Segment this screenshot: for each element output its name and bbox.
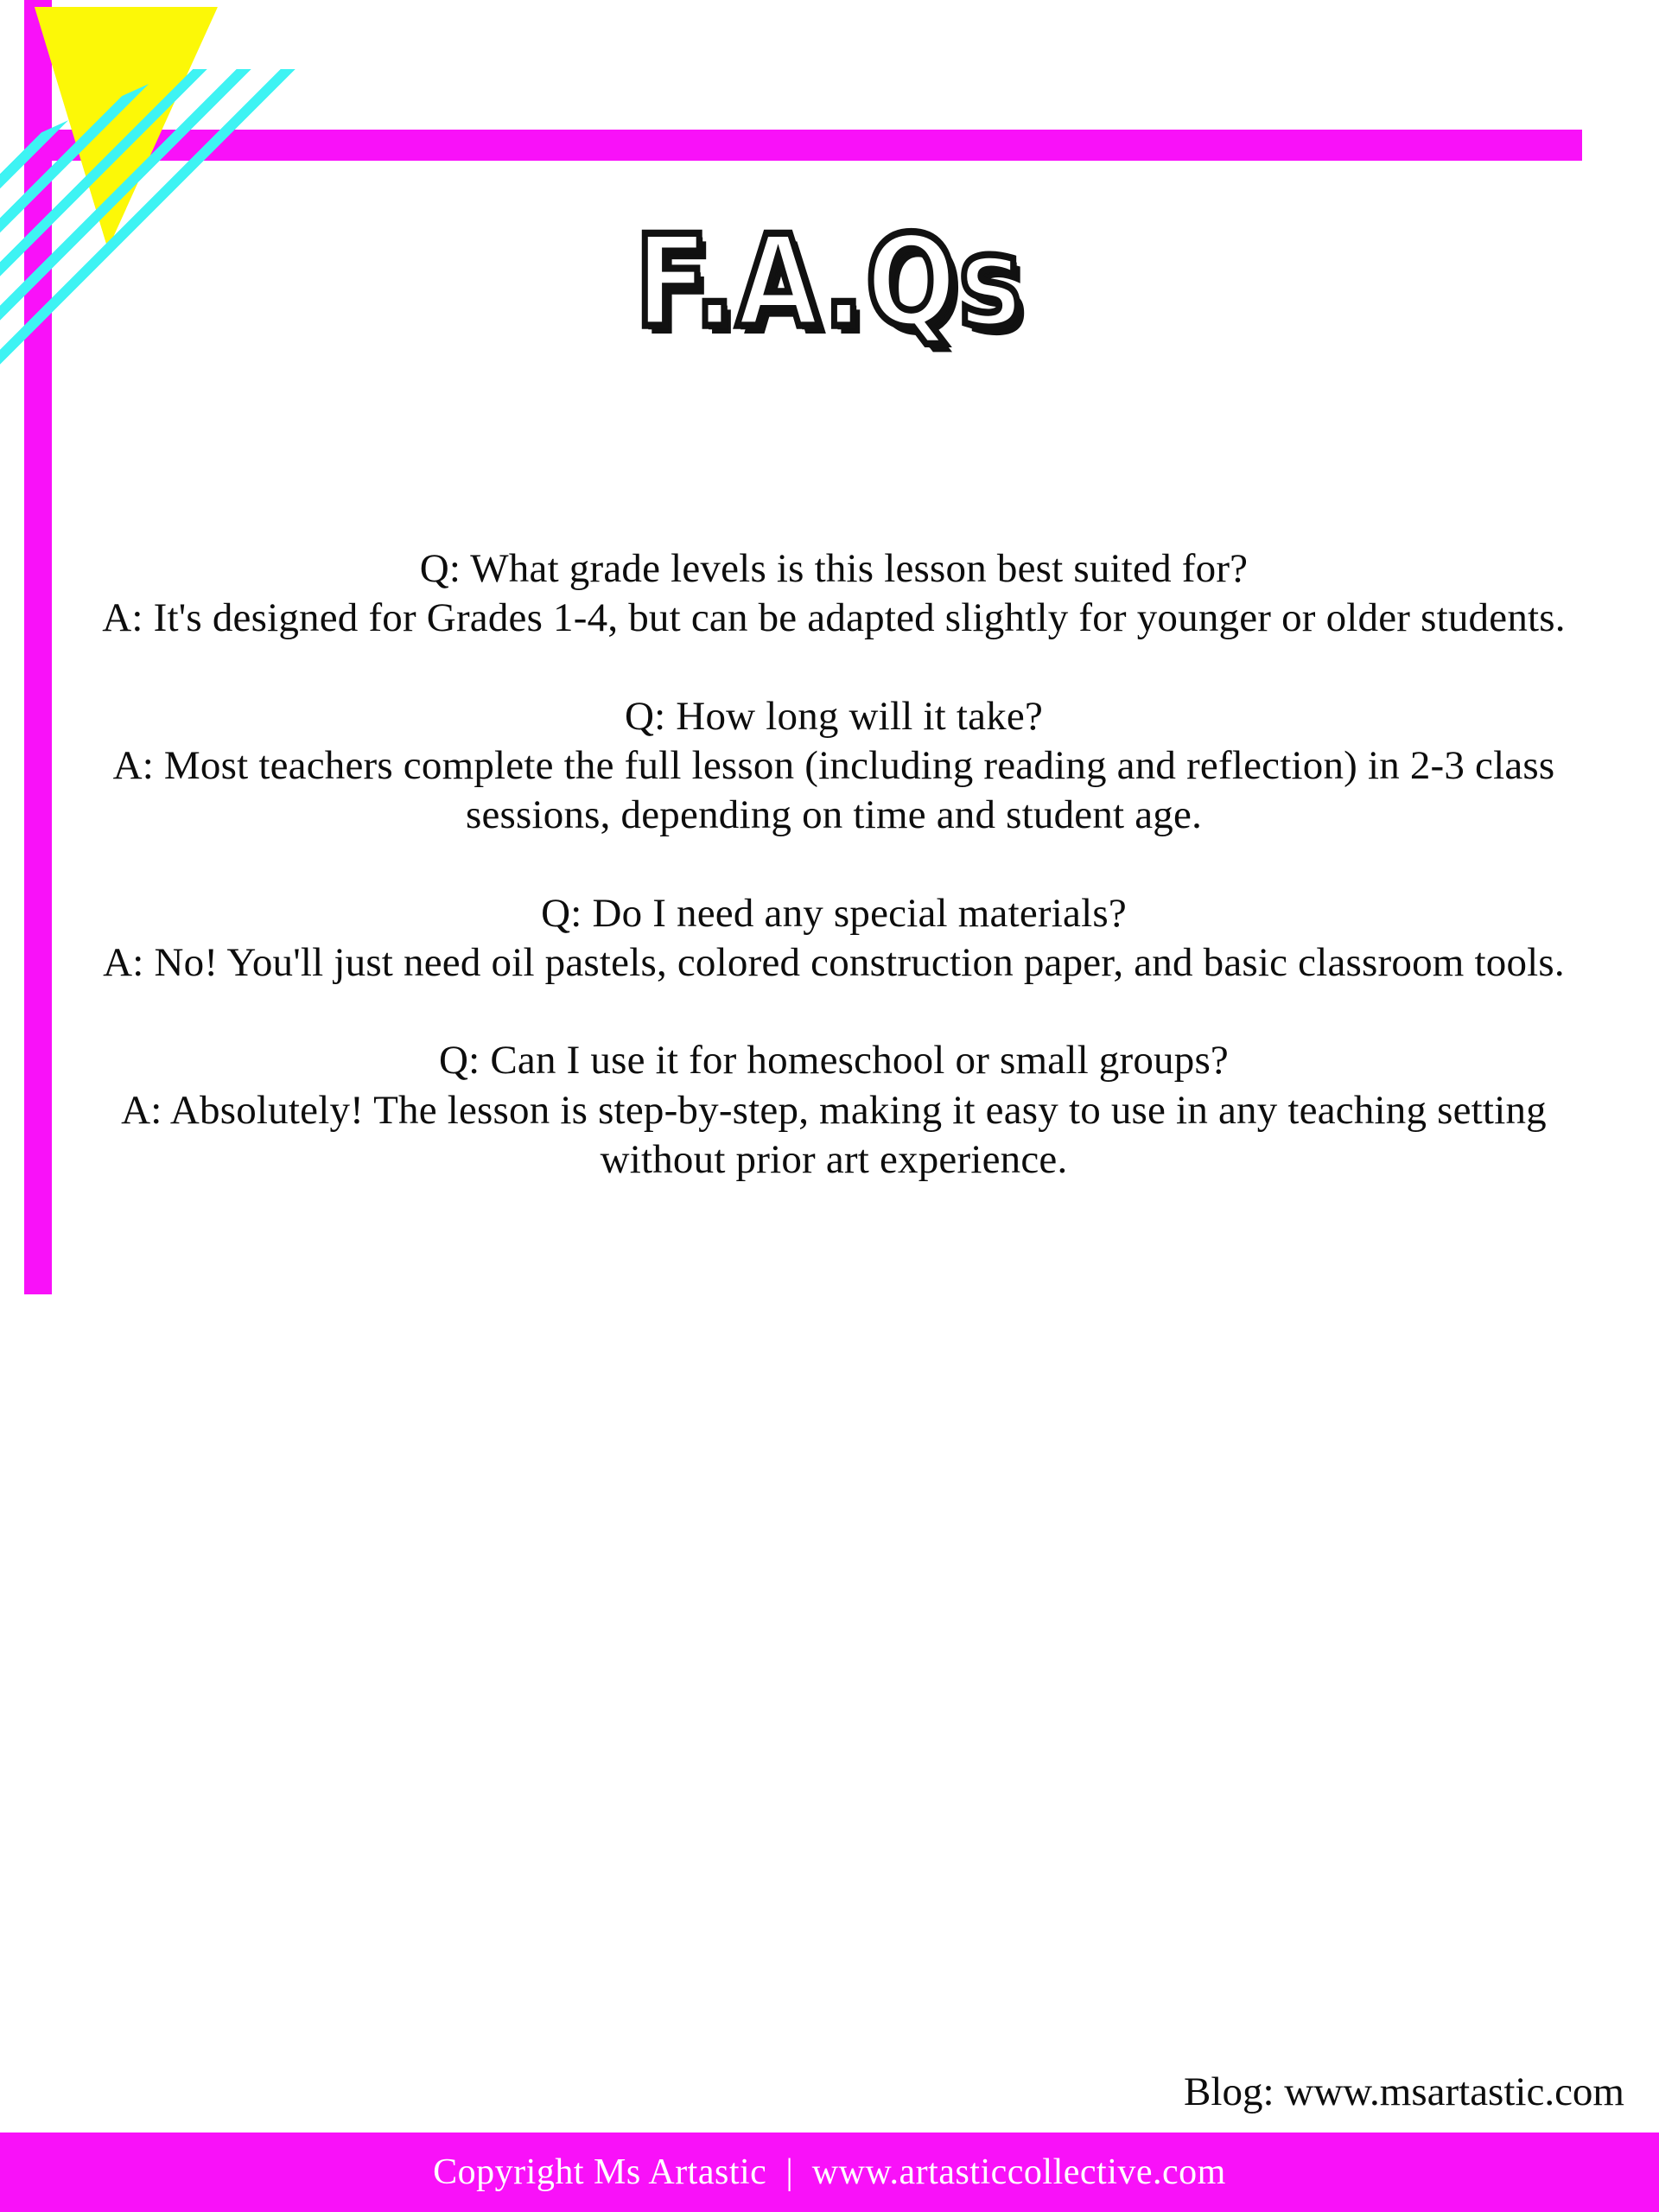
blog-url-text: Blog: www.msartastic.com xyxy=(1184,2069,1624,2114)
page-title: F.A.Qs xyxy=(634,209,1025,356)
faq-question: Q: How long will it take? xyxy=(624,693,1044,739)
footer-bar xyxy=(0,2133,1659,2212)
faq-question: Q: Do I need any special materials? xyxy=(541,890,1127,936)
footer-website: www.artasticcollective.com xyxy=(811,2152,1226,2192)
faq-answer: A: No! You'll just need oil pastels, colored construction paper, and basic classroom tools. xyxy=(103,939,1565,985)
faq-item xyxy=(99,1036,1568,1185)
yellow-triangle-shape xyxy=(35,7,218,249)
faq-item xyxy=(99,692,1568,841)
page-title-container xyxy=(0,209,1659,356)
footer-copyright: Copyright Ms Artastic xyxy=(433,2152,767,2192)
faq-question: Q: Can I use it for homeschool or small groups? xyxy=(439,1038,1229,1084)
faq-answer: A: It's designed for Grades 1-4, but can be adapted slightly for younger or older students. xyxy=(102,595,1566,641)
faq-answer: A: Absolutely! The lesson is step-by-step, making it easy to use in any teaching setting without prior art experience. xyxy=(121,1087,1547,1182)
faq-item xyxy=(99,544,1568,644)
left-magenta-bar xyxy=(24,0,52,1294)
faq-question: Q: What grade levels is this lesson best suited for? xyxy=(419,546,1249,591)
faq-answer: A: Most teachers complete the full lesson (including reading and reflection) in 2-3 class sessions, depending on time and student age. xyxy=(112,742,1555,838)
faq-list xyxy=(99,544,1568,1233)
top-magenta-bar xyxy=(24,130,1582,161)
footer-separator: | xyxy=(785,2152,793,2192)
faq-item xyxy=(99,889,1568,988)
